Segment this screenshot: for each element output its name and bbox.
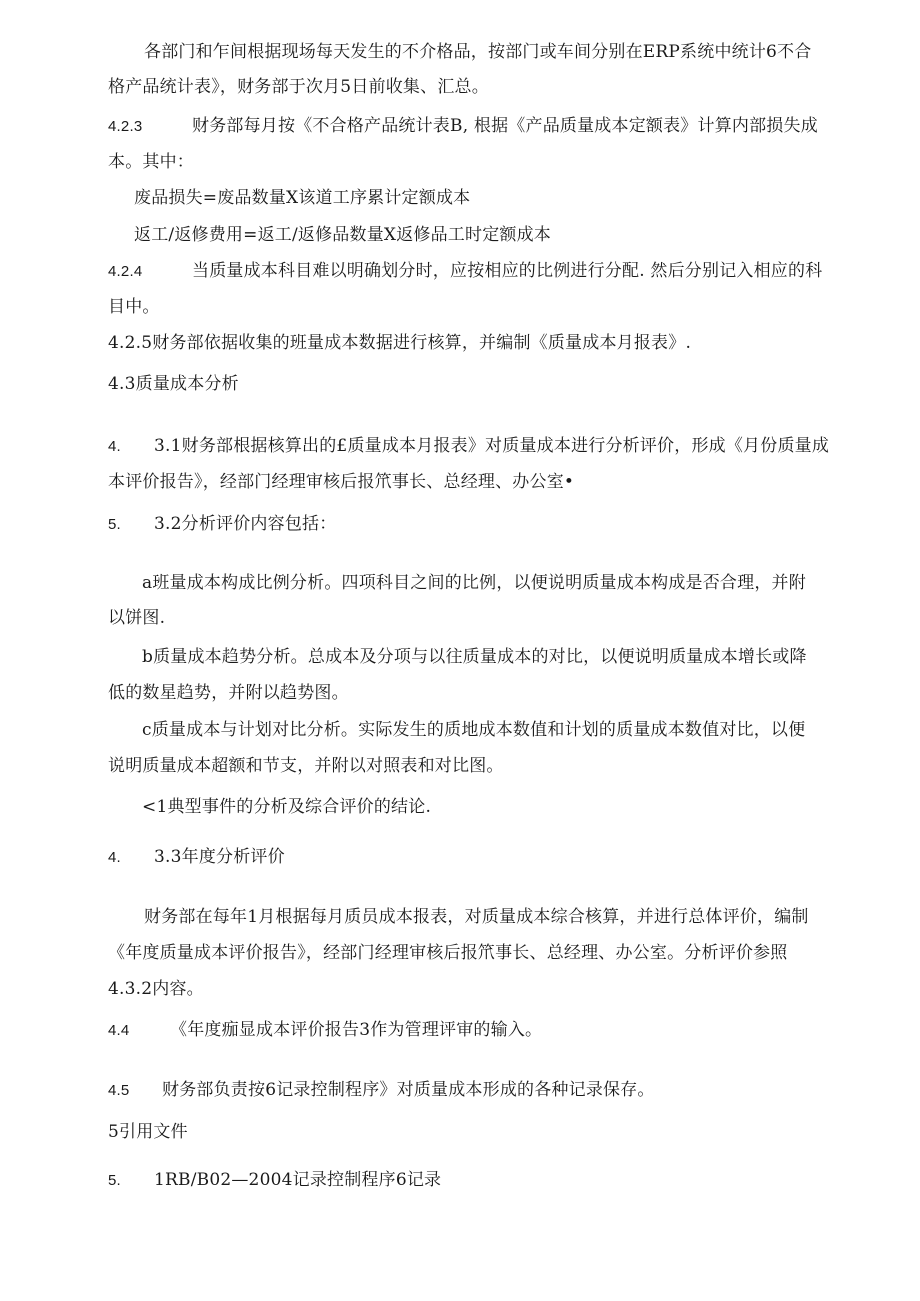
- section-5-1: 5. 1RB/B02—2004记录控制程序6记录: [108, 1168, 441, 1193]
- formula-line: 废品损失=废品数量X该道工序累计定额成本: [134, 188, 471, 208]
- section-4-2-4: 4.2.4 当质量成本科目难以明确划分时，应按相应的比例进行分配. 然后分别记入相应的科: [108, 259, 822, 284]
- section-number: 5.: [108, 516, 121, 533]
- paragraph-line: 《年度质量成本评价报告》，经部门经理审核后报笊事长、总经理、办公室。分析评价参照: [108, 943, 788, 963]
- paragraph-line: 说明质量成本超额和节支，并附以对照表和对比图。: [108, 756, 504, 776]
- paragraph-line: 以饼图.: [108, 608, 166, 628]
- section-4-2-5: 4.2.5财务部依据收集的班量成本数据进行核算，并编制《质量成本月报表》.: [108, 333, 692, 353]
- paragraph-line: 本。其中：: [108, 152, 194, 172]
- section-4-5: 4.5 财务部负责按6记录控制程序》对质量成本形成的各种记录保存。: [108, 1078, 655, 1103]
- paragraph-line: 4.3.2内容。: [108, 979, 204, 999]
- section-number: 4.: [108, 849, 121, 866]
- paragraph-line: 低的数星趋势，并附以趋势图。: [108, 683, 349, 703]
- paragraph-line: 各部门和乍间根据现场每天发生的不介格品，按部门或车间分别在ERP系统中统计6不合: [144, 42, 812, 62]
- paragraph-line: 格产品统计表》，财务部于次月5日前收集、汇总。: [108, 77, 489, 97]
- list-item-b: b质量成本趋势分析。总成本及分项与以往质量成本的对比，以便说明质量成本增长或降: [142, 647, 807, 667]
- paragraph-line: 财务部在每年1月根据每月质员成本报表，对质量成本综合核算，并进行总体评价，编制: [144, 907, 809, 927]
- section-4-3-1: 4. 3.1财务部根据核算出的£质量成本月报表》对质量成本进行分析评价，形成《月份质量成: [108, 434, 829, 459]
- section-4-4: 4.4 《年度痂显成本评价报告3作为管理评审的输入。: [108, 1018, 542, 1043]
- section-heading-5: 5引用文件: [108, 1122, 188, 1142]
- section-4-3-3: 4. 3.3年度分析评价: [108, 845, 285, 870]
- list-item-d: <1典型事件的分析及综合评价的结论.: [142, 797, 432, 817]
- section-number: 4.5: [108, 1082, 130, 1099]
- section-number: 4.4: [108, 1022, 130, 1039]
- section-number: 4.2.3: [108, 118, 143, 135]
- section-4-3-2: 5. 3.2分析评价内容包括：: [108, 512, 336, 537]
- formula-line: 返工/返修费用=返工/返修品数量X返修品工时定额成本: [134, 225, 552, 245]
- section-number: 4.: [108, 438, 121, 455]
- list-item-a: a班量成本构成比例分析。四项科目之间的比例，以便说明质量成本构成是否合理，并附: [142, 573, 806, 593]
- paragraph-line: 目中。: [108, 297, 160, 317]
- section-heading-4-3: 4.3质量成本分析: [108, 374, 239, 394]
- paragraph-line: 本评价报告》，经部门经理审核后报笊事长、总经理、办公室•: [108, 472, 575, 492]
- section-4-2-3: 4.2.3 财务部每月按《不合格产品统计表B, 根据《产品质量成本定额表》计算内部损失成: [108, 114, 818, 139]
- section-number: 5.: [108, 1172, 121, 1189]
- section-number: 4.2.4: [108, 263, 143, 280]
- list-item-c: c质量成本与计划对比分析。实际发生的质地成本数值和计划的质量成本数值对比，以便: [142, 720, 806, 740]
